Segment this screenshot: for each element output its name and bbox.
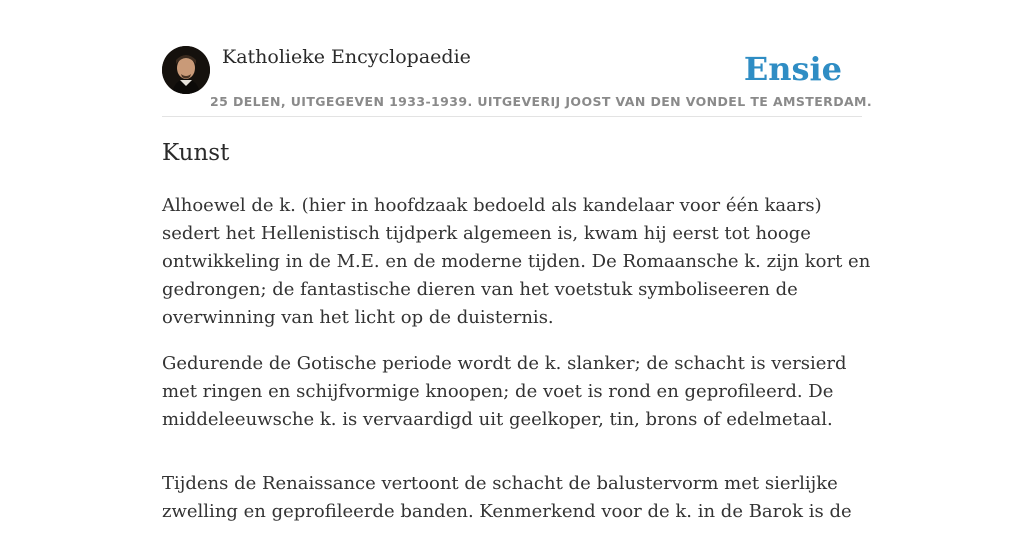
article-paragraph: Alhoewel de k. (hier in hoofdzaak bedoeld als kandelaar voor één kaars) sedert het Hellenistisch tijdperk algemeen is, kwam hij eerst tot hooge ontwikkeling in de M.E. en de moderne tijden. De Romaansche k. zijn kort en gedrongen; de fantastische dieren van het voetstuk symboliseeren de overwinning van het licht op de duisternis. xyxy=(162,195,871,328)
article-paragraph: Gedurende de Gotische periode wordt de k. slanker; de schacht is versierd met ringen en schijfvormige knoopen; de voet is rond en geprofileerd. De middeleeuwsche k. is vervaardigd uit geelkoper, tin, brons of edelmetaal. xyxy=(162,353,847,430)
publication-subtitle: 25 DELEN, UITGEGEVEN 1933-1939. UITGEVERIJ JOOST VAN DEN VONDEL TE AMSTERDAM. xyxy=(210,94,873,109)
portrait-image xyxy=(162,46,210,94)
brand-logo[interactable]: Ensie xyxy=(743,50,842,88)
article-title: Kunst xyxy=(162,140,230,166)
author-avatar[interactable] xyxy=(162,46,210,94)
publication-title[interactable]: Katholieke Encyclopaedie xyxy=(222,46,471,68)
article-body xyxy=(162,192,872,544)
site-header xyxy=(162,46,873,117)
article-paragraph: Tijdens de Renaissance vertoont de schacht de balustervorm met sierlijke zwelling en geprofileerde banden. Kenmerkend voor de k. in de Barok is de xyxy=(162,473,852,522)
